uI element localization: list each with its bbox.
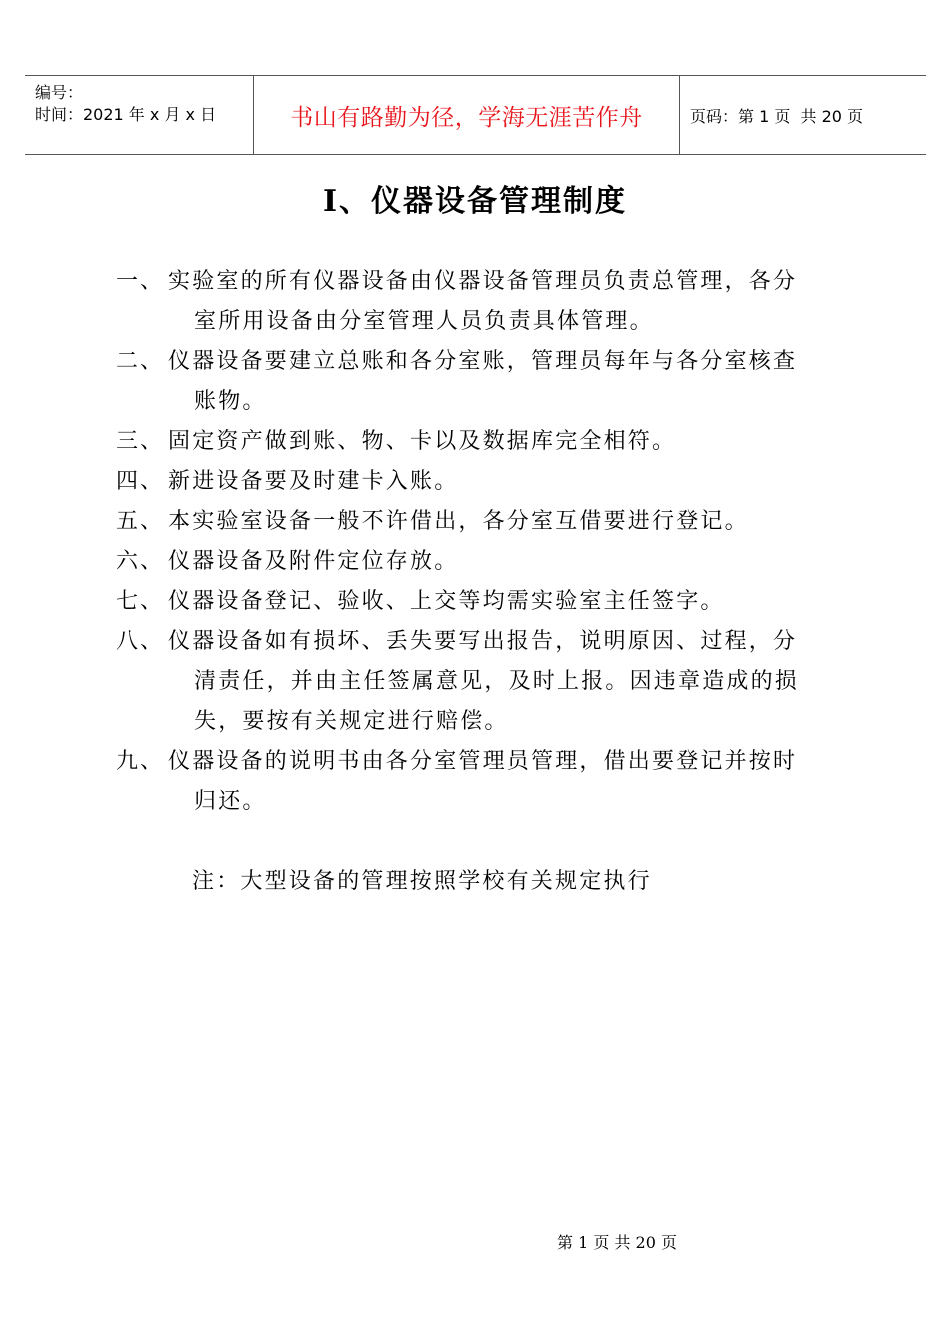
rule-number: 七、 <box>116 589 165 614</box>
rule-text <box>168 262 846 342</box>
rule-item <box>116 262 846 342</box>
rule-text <box>168 542 846 582</box>
page-header <box>25 75 926 155</box>
rule-text-continuation: 清责任，并由主任签属意见，及时上报。因违章造成的损失，要按有关规定进行赔偿。 <box>194 669 800 734</box>
rule-text <box>168 582 846 622</box>
rule-number: 九、 <box>116 749 165 774</box>
rule-item <box>116 502 846 542</box>
page-footer: 第 1 页 共 20 页 <box>557 1233 677 1252</box>
rules-list <box>116 262 846 822</box>
rule-number: 二、 <box>116 349 165 374</box>
number-label: 编号： <box>35 83 84 102</box>
rule-text <box>168 622 846 742</box>
header-meta <box>25 76 254 154</box>
time-label: 时间：2021 年 x 月 x 日 <box>35 105 217 124</box>
rule-text-first-line: 仪器设备的说明书由各分室管理员管理，借出要登记并按时 <box>168 749 798 774</box>
rule-text-continuation: 归还。 <box>194 789 267 814</box>
rule-number: 一、 <box>116 269 165 294</box>
rule-text-first-line: 仪器设备登记、验收、上交等均需实验室主任签字。 <box>168 589 725 614</box>
rule-item <box>116 342 846 422</box>
rule-item <box>116 742 846 822</box>
rule-text <box>168 502 846 542</box>
header-motto: 书山有路勤为径，学海无涯苦作舟 <box>254 76 680 154</box>
rule-item <box>116 622 846 742</box>
rule-number: 五、 <box>116 509 165 534</box>
rule-item <box>116 422 846 462</box>
rule-number: 四、 <box>116 469 165 494</box>
rule-text-continuation: 室所用设备由分室管理人员负责具体管理。 <box>194 309 654 334</box>
rule-text-first-line: 实验室的所有仪器设备由仪器设备管理员负责总管理，各分 <box>168 269 798 294</box>
rule-text-first-line: 本实验室设备一般不许借出，各分室互借要进行登记。 <box>168 509 749 534</box>
rule-text-first-line: 新进设备要及时建卡入账。 <box>168 469 459 494</box>
rule-text-first-line: 仪器设备及附件定位存放。 <box>168 549 459 574</box>
rule-text-first-line: 仪器设备要建立总账和各分室账，管理员每年与各分室核查 <box>168 349 798 374</box>
rule-text <box>168 462 846 502</box>
header-page-info: 页码：第 1 页 共 20 页 <box>690 106 864 126</box>
rule-text <box>168 342 846 422</box>
document-note: 注：大型设备的管理按照学校有关规定执行 <box>192 869 652 894</box>
rule-text-continuation: 账物。 <box>194 389 267 414</box>
rule-item <box>116 542 846 582</box>
rule-number: 六、 <box>116 549 165 574</box>
rule-text <box>168 742 846 822</box>
rule-number: 三、 <box>116 429 165 454</box>
rule-item <box>116 582 846 622</box>
rule-number: 八、 <box>116 629 165 654</box>
rule-text <box>168 422 846 462</box>
rule-text-first-line: 固定资产做到账、物、卡以及数据库完全相符。 <box>168 429 677 454</box>
document-title: I、仪器设备管理制度 <box>322 184 628 219</box>
rule-text-first-line: 仪器设备如有损坏、丢失要写出报告，说明原因、过程，分 <box>168 629 798 654</box>
rule-item <box>116 462 846 502</box>
